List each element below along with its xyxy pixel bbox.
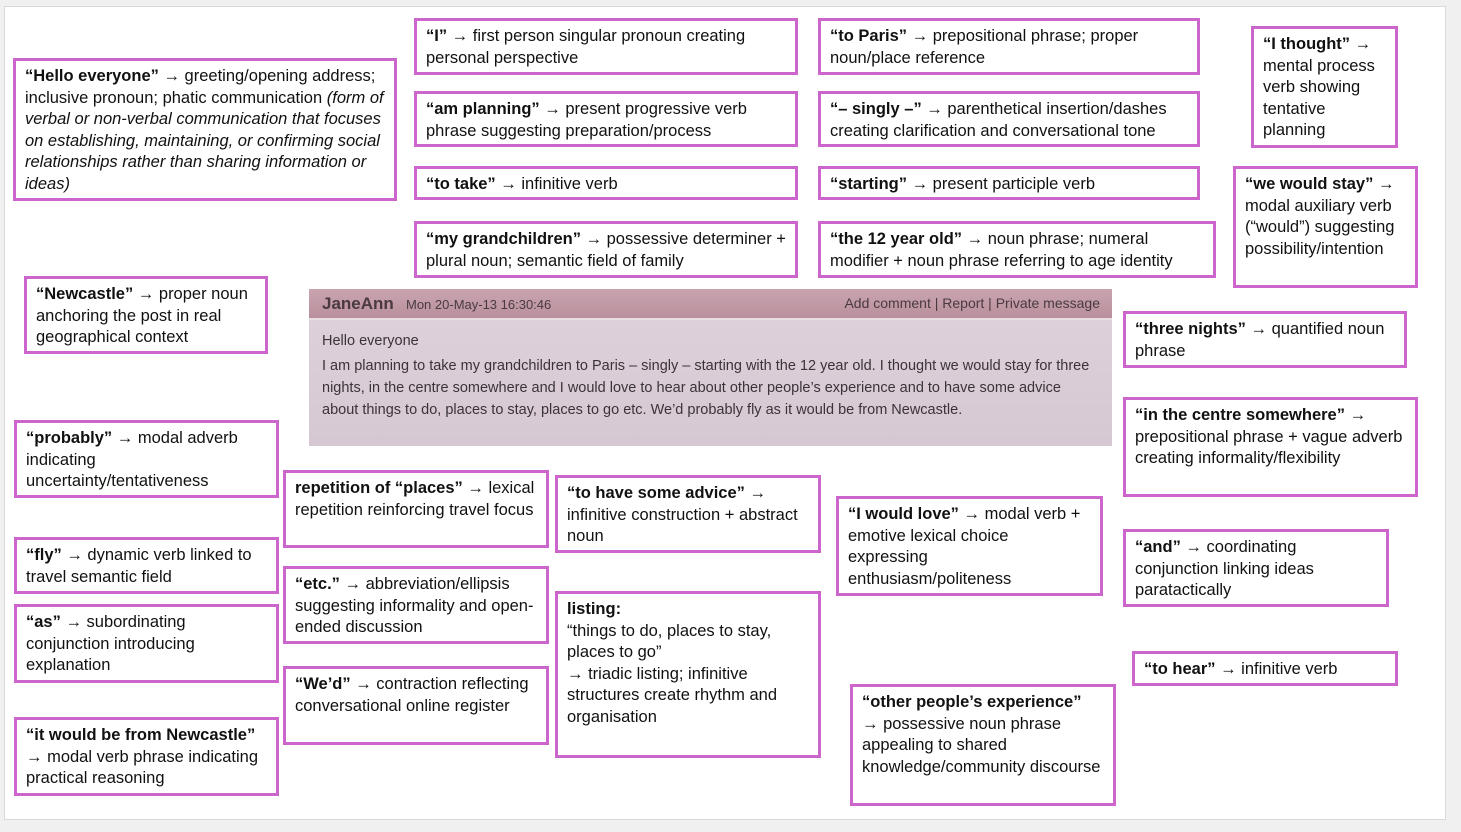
annotation-desc: → infinitive construction + abstract noun bbox=[567, 484, 798, 545]
annotation-term: “We’d” bbox=[295, 675, 351, 693]
annotation-desc: → subordinating conjunction introducing explanation bbox=[26, 613, 195, 674]
annotation-term: “my grandchildren” bbox=[426, 230, 581, 248]
annotation-term: “other people’s experience” bbox=[862, 693, 1082, 711]
annotation-term: “we would stay” bbox=[1245, 175, 1374, 193]
annotation-term: “it would be from Newcastle” bbox=[26, 726, 256, 744]
annotation-desc: → infinitive verb bbox=[495, 175, 618, 193]
annotation-etc bbox=[283, 566, 549, 644]
annotation-other-peoples-experience bbox=[850, 684, 1116, 806]
post-text: I am planning to take my grandchildren to Paris – singly – starting with the 12 year old. I thought we would stay for three nights, in the centre somewhere and I would love to hear about other people’s experience and to have some advice about things to do, places to stay, places to go etc. We’d probably fly as it would be from Newcastle. bbox=[322, 358, 1090, 418]
annotation-i-would-love bbox=[836, 496, 1103, 596]
annotation-desc: → dynamic verb linked to travel semantic field bbox=[26, 546, 252, 586]
post-username[interactable]: JaneAnn bbox=[322, 294, 394, 313]
annotation-to-paris bbox=[818, 18, 1200, 75]
annotation-desc: → present progressive verb phrase suggesting preparation/process bbox=[426, 100, 747, 140]
annotation-it-would-be-from-newcastle bbox=[14, 717, 279, 796]
annotation-term: “am planning” bbox=[426, 100, 540, 118]
post-header bbox=[309, 289, 1112, 320]
annotation-12-year-old bbox=[818, 221, 1216, 278]
annotation-term: “fly” bbox=[26, 546, 62, 564]
annotation-probably bbox=[14, 420, 279, 498]
annotation-desc: → triadic listing; infinitive structures create rhythm and organisation bbox=[567, 664, 778, 726]
annotation-my-grandchildren bbox=[414, 221, 798, 278]
annotation-and bbox=[1123, 529, 1389, 607]
annotation-term: “starting” bbox=[830, 175, 908, 193]
annotation-term: “and” bbox=[1135, 538, 1181, 556]
annotation-term: “to take” bbox=[426, 175, 496, 193]
annotation-in-the-centre bbox=[1123, 397, 1418, 497]
annotation-to-take bbox=[414, 166, 798, 200]
annotation-term: “to hear” bbox=[1144, 660, 1216, 678]
post-date: Mon 20-May-13 16:30:46 bbox=[406, 297, 552, 312]
annotation-i bbox=[414, 18, 798, 75]
separator: | bbox=[984, 295, 996, 311]
annotation-term: “to Paris” bbox=[830, 27, 908, 45]
post-greeting: Hello everyone bbox=[322, 333, 419, 349]
annotation-term: “to have some advice” bbox=[567, 484, 745, 502]
add-comment-link[interactable]: Add comment bbox=[844, 295, 931, 311]
annotation-desc: → mental process verb showing tentative planning bbox=[1263, 35, 1375, 139]
annotation-term: “– singly –” bbox=[830, 100, 922, 118]
annotation-desc: → lexical repetition reinforcing travel focus bbox=[295, 479, 535, 519]
annotation-singly bbox=[818, 91, 1200, 147]
annotation-starting bbox=[818, 166, 1200, 200]
report-link[interactable]: Report bbox=[942, 295, 985, 311]
annotation-as bbox=[14, 604, 279, 683]
annotation-desc: → contraction reflecting conversational online register bbox=[295, 675, 529, 715]
separator: | bbox=[930, 295, 943, 311]
annotation-to-have-some-advice bbox=[555, 475, 821, 553]
annotation-term: “Hello everyone” bbox=[25, 67, 159, 85]
post-body bbox=[309, 320, 1112, 446]
annotation-desc: → prepositional phrase + vague adverb creating informality/flexibility bbox=[1135, 406, 1403, 467]
annotation-term: “as” bbox=[26, 613, 61, 631]
annotation-desc: → quantified noun phrase bbox=[1135, 320, 1385, 360]
annotation-to-hear bbox=[1132, 651, 1398, 686]
annotation-term: “three nights” bbox=[1135, 320, 1246, 338]
annotation-am-planning bbox=[414, 91, 798, 147]
annotation-desc: → prepositional phrase; proper noun/place reference bbox=[830, 27, 1139, 67]
annotation-term: “I would love” bbox=[848, 505, 959, 523]
annotation-repetition-places bbox=[283, 470, 549, 548]
annotation-desc: → greeting/opening address; inclusive pronoun; phatic communication bbox=[25, 67, 376, 107]
annotation-desc: → abbreviation/ellipsis suggesting informality and open-ended discussion bbox=[295, 575, 534, 636]
annotation-desc: → proper noun anchoring the post in real geographical context bbox=[36, 285, 248, 346]
annotation-desc: → first person singular pronoun creating personal perspective bbox=[426, 27, 746, 67]
annotation-term: “probably” bbox=[26, 429, 113, 447]
annotation-newcastle bbox=[24, 276, 268, 354]
annotation-term: “etc.” bbox=[295, 575, 340, 593]
annotation-desc: → coordinating conjunction linking ideas paratactically bbox=[1135, 538, 1314, 599]
annotation-desc: → parenthetical insertion/dashes creating clarification and conversational tone bbox=[830, 100, 1167, 140]
annotation-desc: → possessive noun phrase appealing to shared knowledge/community discourse bbox=[862, 714, 1101, 776]
annotation-term: “in the centre somewhere” bbox=[1135, 406, 1345, 424]
annotation-hello-everyone bbox=[13, 58, 397, 201]
post-actions bbox=[844, 295, 1100, 311]
annotation-three-nights bbox=[1123, 311, 1407, 368]
forum-post bbox=[309, 289, 1112, 446]
annotation-desc: → infinitive verb bbox=[1215, 660, 1338, 678]
annotation-desc: → modal adverb indicating uncertainty/tentativeness bbox=[26, 429, 238, 490]
annotation-term: “I thought” bbox=[1263, 35, 1351, 53]
annotation-desc: → modal verb phrase indicating practical reasoning bbox=[26, 747, 259, 787]
annotation-term: “the 12 year old” bbox=[830, 230, 963, 248]
annotation-listing bbox=[555, 591, 821, 758]
annotation-wed bbox=[283, 666, 549, 745]
annotation-term: “Newcastle” bbox=[36, 285, 134, 303]
annotation-we-would-stay bbox=[1233, 166, 1418, 288]
annotation-note: (form of verbal or non-verbal communication that focuses on establishing, maintaining, or confirming social relationships rather than sharing information or ideas) bbox=[25, 88, 384, 193]
annotation-fly bbox=[14, 537, 279, 594]
annotation-term: repetition of “places” bbox=[295, 479, 463, 497]
annotation-desc: → noun phrase; numeral modifier + noun phrase referring to age identity bbox=[830, 230, 1173, 270]
annotation-desc: → modal auxiliary verb (“would”) suggesting possibility/intention bbox=[1245, 175, 1395, 258]
annotation-desc: → possessive determiner + plural noun; semantic field of family bbox=[426, 230, 786, 270]
annotation-term: listing: bbox=[567, 600, 622, 618]
annotation-i-thought bbox=[1251, 26, 1398, 148]
private-message-link[interactable]: Private message bbox=[995, 295, 1100, 311]
annotation-desc: → modal verb + emotive lexical choice expressing enthusiasm/politeness bbox=[848, 505, 1081, 588]
annotation-quote: “things to do, places to stay, places to go” bbox=[567, 621, 772, 661]
annotation-term: “I” bbox=[426, 27, 448, 45]
annotation-desc: → present participle verb bbox=[907, 175, 1096, 193]
